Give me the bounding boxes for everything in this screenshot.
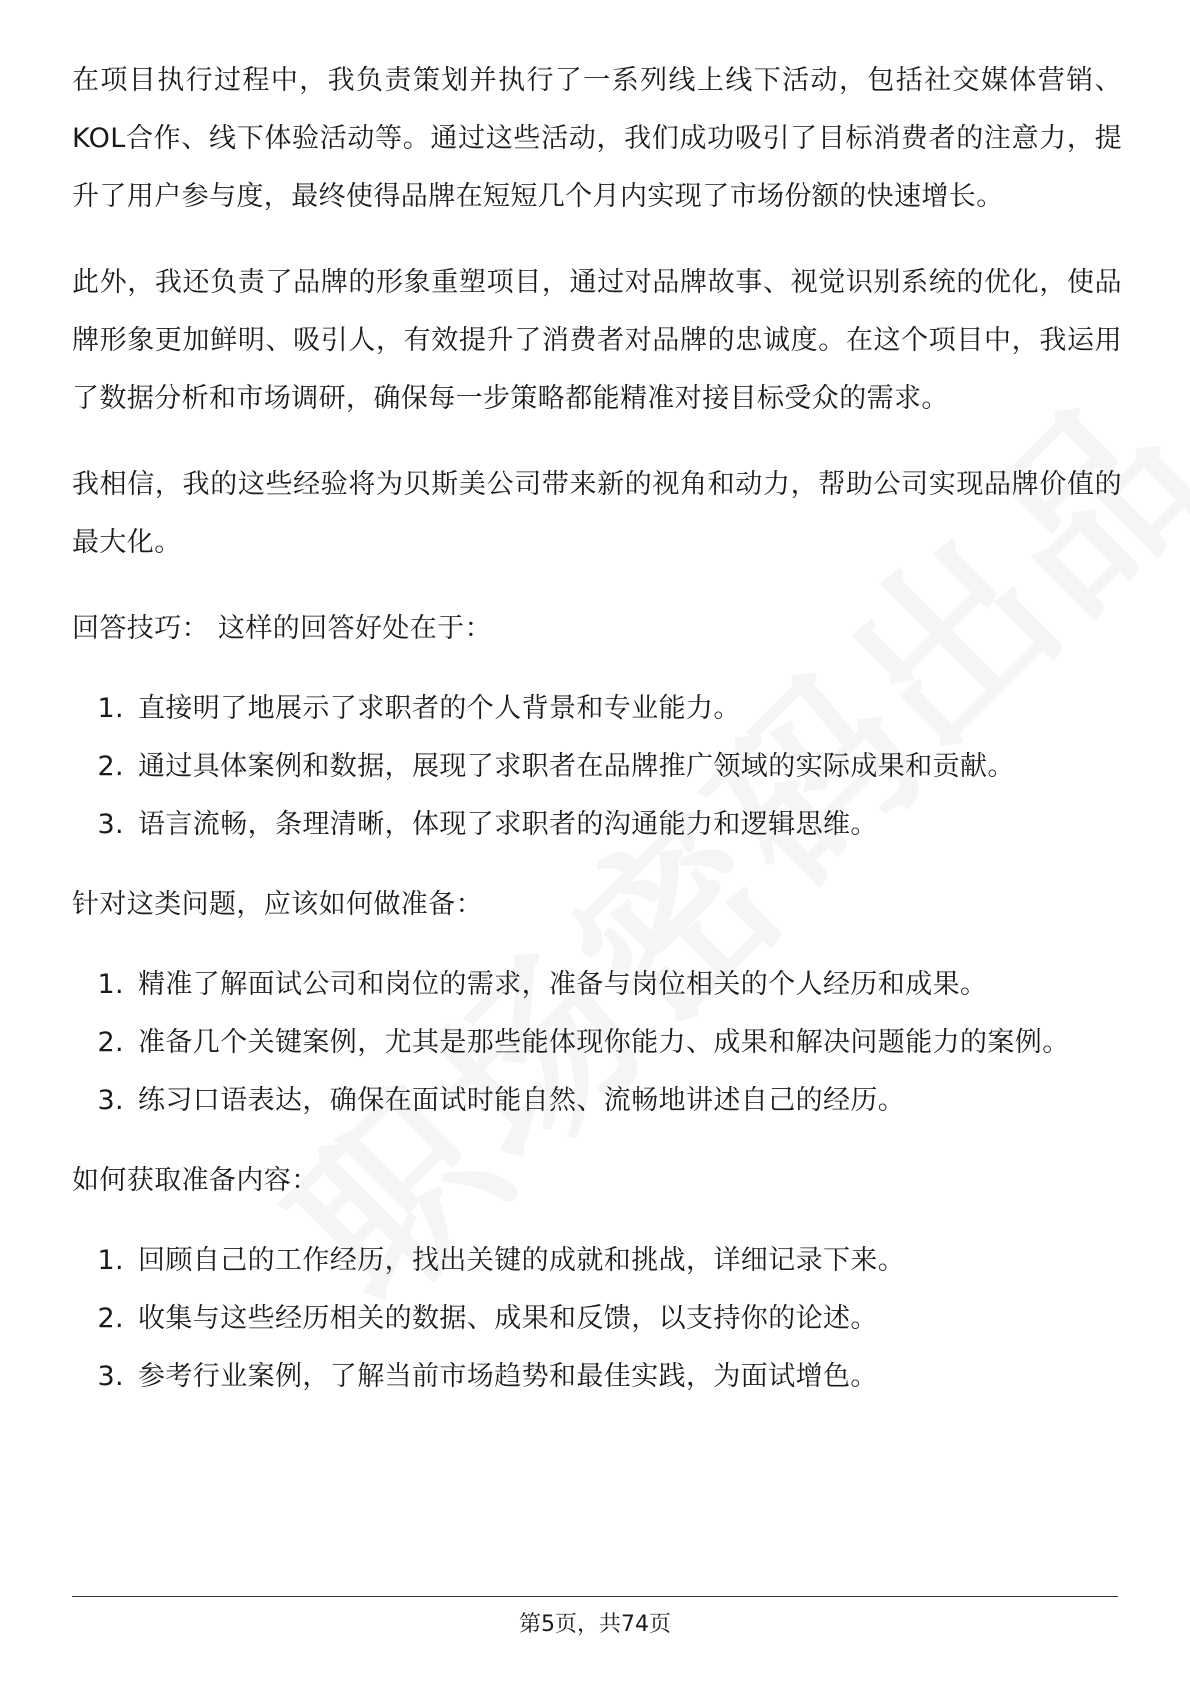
list-item-text: 语言流畅，条理清晰，体现了求职者的沟通能力和逻辑思维。 <box>138 809 878 840</box>
section-heading-answer-tips: 回答技巧： 这样的回答好处在于： <box>72 613 492 644</box>
list-item-number: 3. <box>97 1361 124 1392</box>
list-item <box>72 738 1122 796</box>
list-item-number: 2. <box>97 751 124 782</box>
list-item <box>72 796 1122 854</box>
list-item-text: 回顾自己的工作经历，找出关键的成就和挑战，详细记录下来。 <box>138 1245 906 1276</box>
list-item <box>72 956 1122 1014</box>
list-item-number: 2. <box>97 1303 124 1334</box>
paragraph-project-execution: 在项目执行过程中，我负责策划并执行了一系列线上线下活动，包括社交媒体营销、KOL合作、线下体验活动等。通过这些活动，我们成功吸引了目标消费者的注意力，提升了用户参与度，最终使得品牌在短短几个月内实现了市场份额的快速增长。 <box>72 65 1122 212</box>
section-heading-obtain-content: 如何获取准备内容： <box>72 1165 319 1196</box>
answer-tips-list <box>72 680 1122 854</box>
footer-divider <box>72 1596 1118 1597</box>
obtain-content-list <box>72 1232 1122 1406</box>
page-number: 第5页，共74页 <box>519 1612 671 1637</box>
list-item-number: 3. <box>97 1085 124 1116</box>
paragraph-brand-reshaping: 此外，我还负责了品牌的形象重塑项目，通过对品牌故事、视觉识别系统的优化，使品牌形象更加鲜明、吸引人，有效提升了消费者对品牌的忠诚度。在这个项目中，我运用了数据分析和市场调研，确保每一步策略都能精准对接目标受众的需求。 <box>72 267 1122 414</box>
list-item-text: 直接明了地展示了求职者的个人背景和专业能力。 <box>138 693 741 724</box>
list-item-text: 练习口语表达，确保在面试时能自然、流畅地讲述自己的经历。 <box>138 1085 906 1116</box>
list-item-number: 1. <box>97 1245 124 1276</box>
list-item-text: 准备几个关键案例，尤其是那些能体现你能力、成果和解决问题能力的案例。 <box>138 1027 1070 1058</box>
list-item-text: 参考行业案例，了解当前市场趋势和最佳实践，为面试增色。 <box>138 1361 878 1392</box>
section-heading-preparation: 针对这类问题，应该如何做准备： <box>72 889 483 920</box>
list-item-text: 收集与这些经历相关的数据、成果和反馈，以支持你的论述。 <box>138 1303 878 1334</box>
list-item-text: 精准了解面试公司和岗位的需求，准备与岗位相关的个人经历和成果。 <box>138 969 988 1000</box>
list-item <box>72 1014 1122 1072</box>
list-item-number: 2. <box>97 1027 124 1058</box>
paragraph-conclusion: 我相信，我的这些经验将为贝斯美公司带来新的视角和动力，帮助公司实现品牌价值的最大化。 <box>72 469 1122 558</box>
list-item <box>72 680 1122 738</box>
list-item-number: 1. <box>97 969 124 1000</box>
list-item-number: 1. <box>97 693 124 724</box>
document-body <box>72 52 1122 1406</box>
list-item <box>72 1072 1122 1130</box>
list-item-text: 通过具体案例和数据，展现了求职者在品牌推广领域的实际成果和贡献。 <box>138 751 1015 782</box>
list-item <box>72 1348 1122 1406</box>
preparation-list <box>72 956 1122 1130</box>
list-item-number: 3. <box>97 809 124 840</box>
list-item <box>72 1232 1122 1290</box>
list-item <box>72 1290 1122 1348</box>
